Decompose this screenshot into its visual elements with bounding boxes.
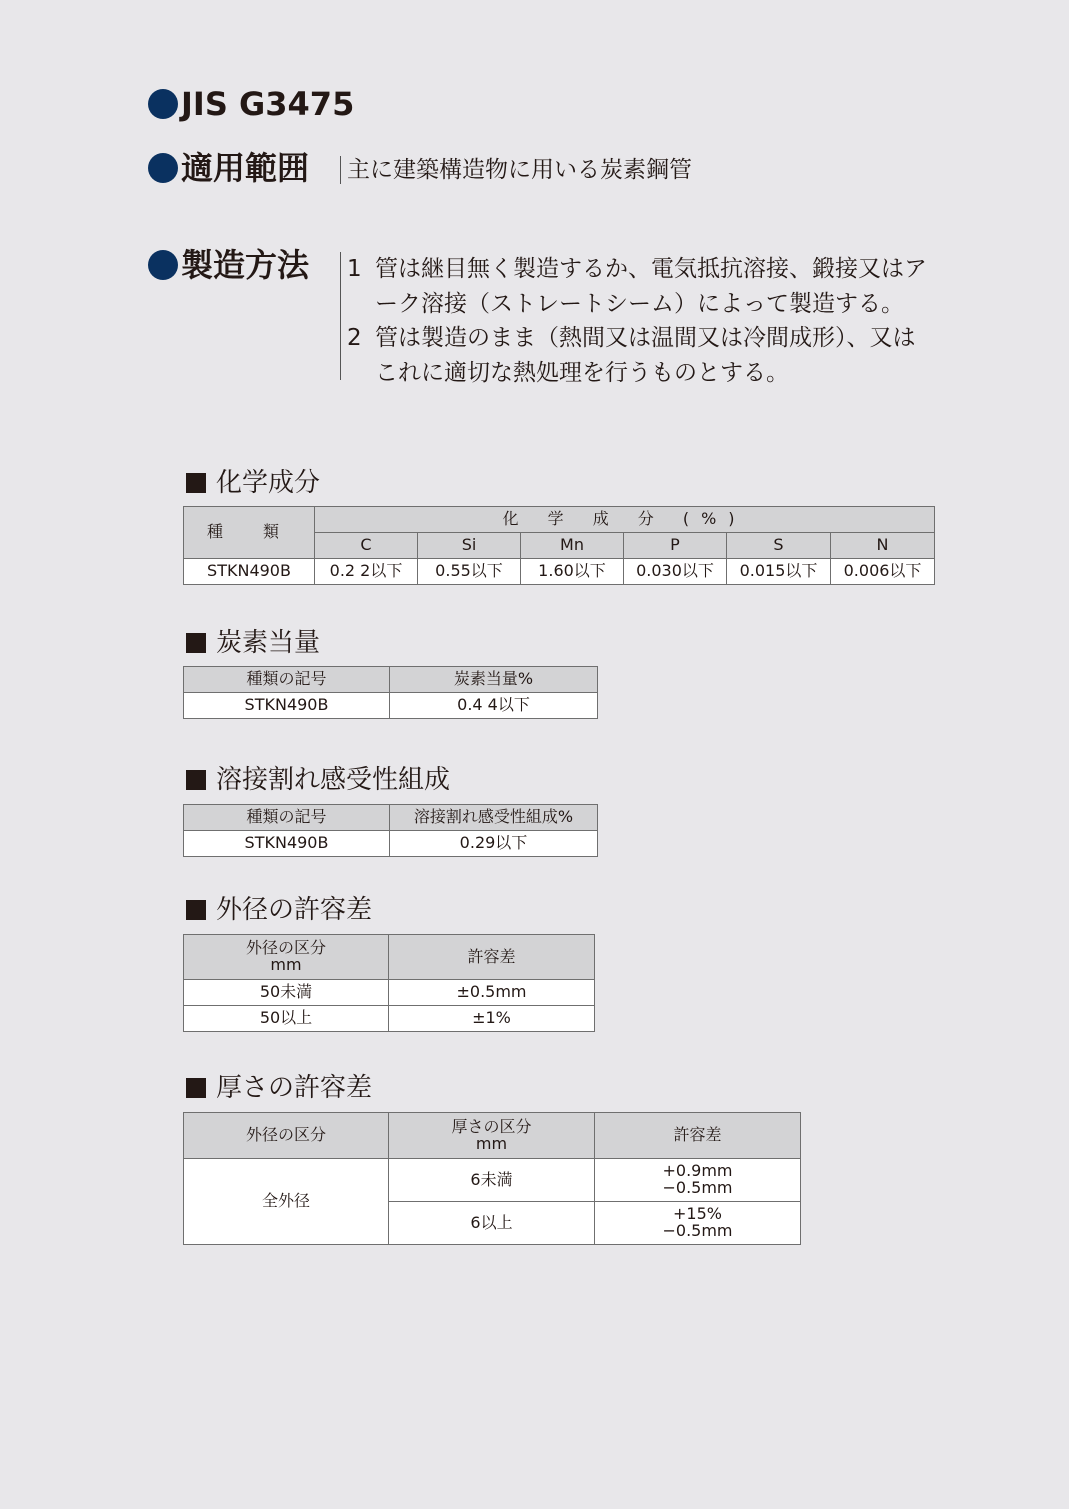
method-list bbox=[340, 252, 947, 386]
section-thickness-text: 厚さの許容差 bbox=[216, 1073, 373, 1103]
method-item-1-cont: ーク溶接（ストレートシーム）によって製造する。 bbox=[375, 290, 904, 317]
od-header-category bbox=[184, 935, 389, 980]
heading-method-text: 製造方法 bbox=[181, 246, 310, 284]
section-carbon-title bbox=[186, 630, 320, 656]
crack-type-cell: STKN490B bbox=[184, 831, 390, 857]
method-item-text: 管は製造のまま（熱間又は温間又は冷間成形）、又は bbox=[375, 325, 916, 351]
square-bullet-icon bbox=[186, 473, 206, 493]
th-tolerance-plus: +15% bbox=[673, 1204, 722, 1224]
th-thickness-cell: 6以上 bbox=[389, 1202, 595, 1245]
chem-value-cell: 1.60以下 bbox=[521, 559, 624, 585]
bullet-dot-icon bbox=[148, 153, 178, 183]
heading-jis bbox=[148, 85, 355, 123]
method-item-text: 管は継目無く製造するか、電気抵抗溶接、鍛接又はア bbox=[375, 256, 927, 282]
carbon-header-type: 種類の記号 bbox=[184, 667, 390, 693]
od-tol-table bbox=[183, 934, 595, 1032]
square-bullet-icon bbox=[186, 770, 206, 790]
thickness-tol-table bbox=[183, 1112, 801, 1245]
chem-element-header: P bbox=[624, 533, 727, 559]
section-chem-text: 化学成分 bbox=[216, 468, 321, 498]
chem-value-cell: 0.006以下 bbox=[831, 559, 935, 585]
th-od-all-cell: 全外径 bbox=[184, 1159, 389, 1245]
th-header-od: 外径の区分 bbox=[184, 1113, 389, 1159]
carbon-table bbox=[183, 666, 598, 719]
od-category-cell: 50以上 bbox=[184, 1006, 389, 1032]
method-item-number: 2 bbox=[347, 325, 362, 351]
chem-type-cell: STKN490B bbox=[184, 559, 315, 585]
th-tolerance-cell bbox=[595, 1202, 801, 1245]
heading-scope-text: 適用範囲 bbox=[181, 149, 310, 187]
section-od-title bbox=[186, 897, 372, 923]
table-row bbox=[184, 559, 935, 585]
th-tolerance-minus: −0.5mm bbox=[662, 1221, 733, 1240]
chem-value-cell: 0.2 2以下 bbox=[315, 559, 418, 585]
carbon-type-cell: STKN490B bbox=[184, 693, 390, 719]
carbon-header-value: 炭素当量% bbox=[390, 667, 598, 693]
th-tolerance-plus: +0.9mm bbox=[662, 1161, 733, 1181]
method-item-2 bbox=[347, 321, 947, 356]
chem-element-header: Si bbox=[418, 533, 521, 559]
bullet-dot-icon bbox=[148, 89, 178, 119]
section-crack-title bbox=[186, 767, 450, 793]
th-header-thickness-unit: mm bbox=[475, 1133, 508, 1153]
th-header-tolerance: 許容差 bbox=[595, 1113, 801, 1159]
method-item-number: 1 bbox=[347, 256, 362, 282]
crack-table bbox=[183, 804, 598, 857]
section-crack-text: 溶接割れ感受性組成 bbox=[216, 765, 451, 795]
chem-element-header: C bbox=[315, 533, 418, 559]
table-row bbox=[184, 693, 598, 719]
scope-description: 主に建築構造物に用いる炭素鋼管 bbox=[340, 156, 692, 184]
heading-scope bbox=[148, 149, 310, 187]
bullet-dot-icon bbox=[148, 250, 178, 280]
table-row bbox=[184, 980, 595, 1006]
table-row bbox=[184, 831, 598, 857]
table-row bbox=[184, 1159, 801, 1202]
table-row bbox=[184, 1006, 595, 1032]
crack-value-cell: 0.29以下 bbox=[390, 831, 598, 857]
chem-element-header: Mn bbox=[521, 533, 624, 559]
section-od-text: 外径の許容差 bbox=[216, 895, 373, 925]
chem-value-cell: 0.030以下 bbox=[624, 559, 727, 585]
th-header-thickness-label: 厚さの区分 bbox=[451, 1116, 532, 1136]
square-bullet-icon bbox=[186, 1078, 206, 1098]
carbon-value-cell: 0.4 4以下 bbox=[390, 693, 598, 719]
chem-type-header: 種 類 bbox=[184, 507, 315, 559]
crack-header-value: 溶接割れ感受性組成% bbox=[390, 805, 598, 831]
square-bullet-icon bbox=[186, 633, 206, 653]
section-chem-title bbox=[186, 470, 320, 496]
chem-element-header: N bbox=[831, 533, 935, 559]
method-item-2-cont: これに適切な熱処理を行うものとする。 bbox=[375, 359, 789, 386]
method-item-1 bbox=[347, 252, 947, 287]
th-thickness-cell: 6未満 bbox=[389, 1159, 595, 1202]
th-tolerance-minus: −0.5mm bbox=[662, 1178, 733, 1197]
od-tolerance-cell: ±1% bbox=[389, 1006, 595, 1032]
section-thickness-title bbox=[186, 1075, 372, 1101]
od-tolerance-cell: ±0.5mm bbox=[389, 980, 595, 1006]
chem-value-cell: 0.015以下 bbox=[727, 559, 831, 585]
chem-comp-header: 化 学 成 分 (%) bbox=[315, 507, 935, 533]
th-header-thickness bbox=[389, 1113, 595, 1159]
chem-value-cell: 0.55以下 bbox=[418, 559, 521, 585]
heading-jis-text: JIS G3475 bbox=[181, 85, 355, 123]
chem-table bbox=[183, 506, 935, 585]
od-header-category-unit: mm bbox=[270, 955, 302, 974]
crack-header-type: 種類の記号 bbox=[184, 805, 390, 831]
section-carbon-text: 炭素当量 bbox=[216, 628, 321, 658]
th-tolerance-cell bbox=[595, 1159, 801, 1202]
chem-element-header: S bbox=[727, 533, 831, 559]
od-category-cell: 50未満 bbox=[184, 980, 389, 1006]
square-bullet-icon bbox=[186, 900, 206, 920]
heading-method bbox=[148, 246, 310, 284]
od-header-tolerance: 許容差 bbox=[389, 935, 595, 980]
od-header-category-label: 外径の区分 bbox=[245, 938, 326, 958]
